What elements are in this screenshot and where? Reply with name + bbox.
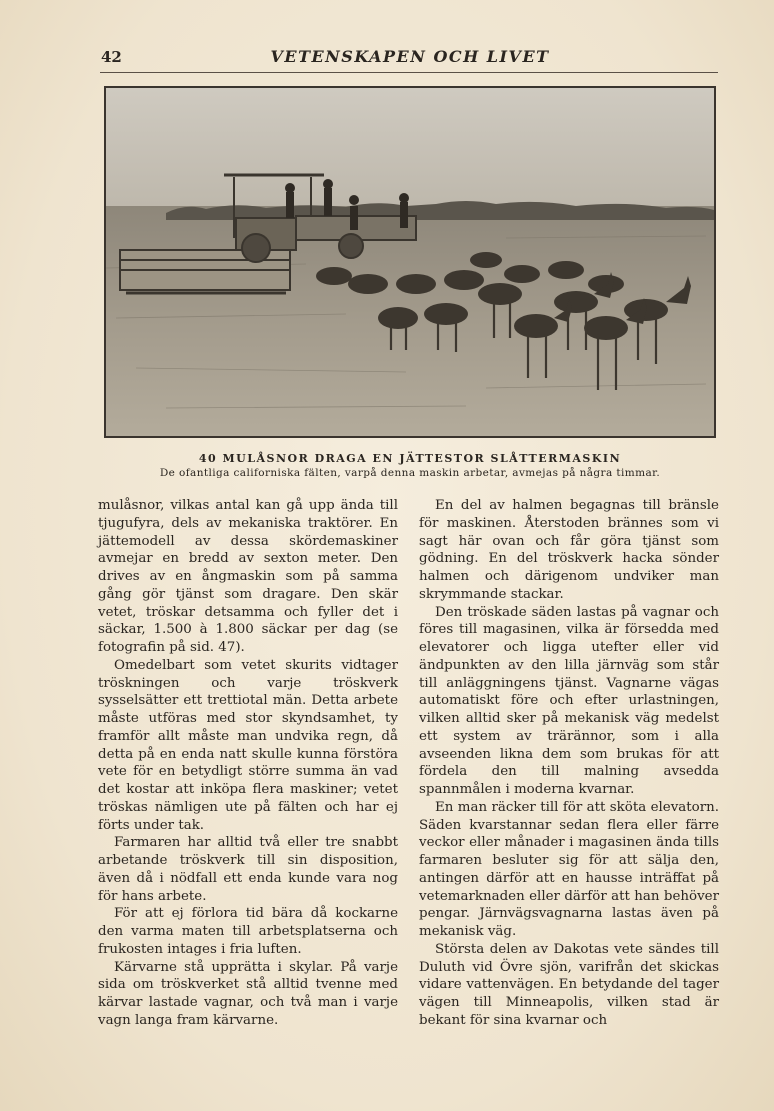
figure-caption-text: De ofantliga californiska fälten, varpå denna maskin arbetar, avmejas på några timmar. <box>159 467 661 479</box>
paragraph: En man räcker till för att sköta elevatorn. Säden kvarstannar sedan flera eller färre veckor eller månader i magasinen ända tills farmaren besluter sig för att sälja den, antingen därför att en hausse inträffat på vetemarknaden eller därför att han behöver pengar. Järnvägsvagnarna lastas även på mekanisk väg. <box>419 799 719 939</box>
paragraph: Kärvarne stå upprätta i skylar. På varje sida om tröskverket stå alltid tvenne med kärvar lastade vagnar, och två man i varje vagn langa fram kärvarne. <box>98 959 398 1028</box>
left-column <box>98 497 398 1030</box>
figure-caption-title: 40 MULÅSNOR DRAGA EN JÄTTESTOR SLÅTTERMASKIN <box>198 452 622 465</box>
running-head: VETENSKAPEN OCH LIVET <box>270 47 550 66</box>
paragraph: Omedelbart som vetet skurits vidtager tröskningen och varje tröskverk sysselsätter ett trettiotal män. Detta arbete måste utföras med stor skyndsamhet, ty framför allt måste man undvika regn, då detta på en enda natt skulle kunna förstöra vete för en betydligt större summa än vad det kostar att inköpa flera maskiner; vetet tröskas nämligen ute på fälten och har ej förts under tak. <box>98 657 398 833</box>
harvester-photo <box>104 86 716 438</box>
right-column <box>419 497 719 1030</box>
page-number: 42 <box>101 48 122 66</box>
paragraph: mulåsnor, vilkas antal kan gå upp ända till tjugufyra, dels av mekaniska traktörer. En jättemodell av dessa skördemaskiner avmejar en bredd av sexton meter. Den drives av en ångmaskin som på samma gång gör tjänst som dragare. Den skär vetet, tröskar detsamma och fyller det i säckar, 1.500 à 1.800 säckar per dag (se fotografin på sid. 47). <box>98 498 398 655</box>
paragraph: En del av halmen begagnas till bränsle för maskinen. Återstoden brännes som vi sagt här ovan och får göra tjänst som gödning. En del tröskverk hacka sönder halmen och därigenom undviker man skrymmande stackar. <box>419 498 719 602</box>
paragraph: För att ej förlora tid bära då kockarne den varma maten till arbetsplatserna och frukosten intages i fria luften. <box>98 906 398 957</box>
paragraph: Största delen av Dakotas vete sändes till Duluth vid Övre sjön, varifrån det skickas vidare vattenvägen. En betydande del tager vägen till Minneapolis, vilken stad är bekant för sina kvarnar och <box>419 941 719 1028</box>
header-rule <box>100 72 718 73</box>
paragraph: Farmaren har alltid två eller tre snabbt arbetande tröskverk till sin disposition, även då i nödfall ett enda kunde vara nog för hans arbete. <box>98 835 398 904</box>
sky <box>106 88 714 213</box>
paragraph: Den tröskade säden lastas på vagnar och föres till magasinen, vilka är försedda med elevatorer och ligga utefter eller vid ändpunkten av den lilla järnväg som står till anläggningens tjänst. Vagnarne vägas automatiskt före och efter urlastningen, vilken alltid sker på mekanisk väg medelst ett system av trärännor, som i alla avseenden likna dem som brukas för att fördela den till malning avsedda spannmålen i moderna kvarnar. <box>419 604 719 797</box>
